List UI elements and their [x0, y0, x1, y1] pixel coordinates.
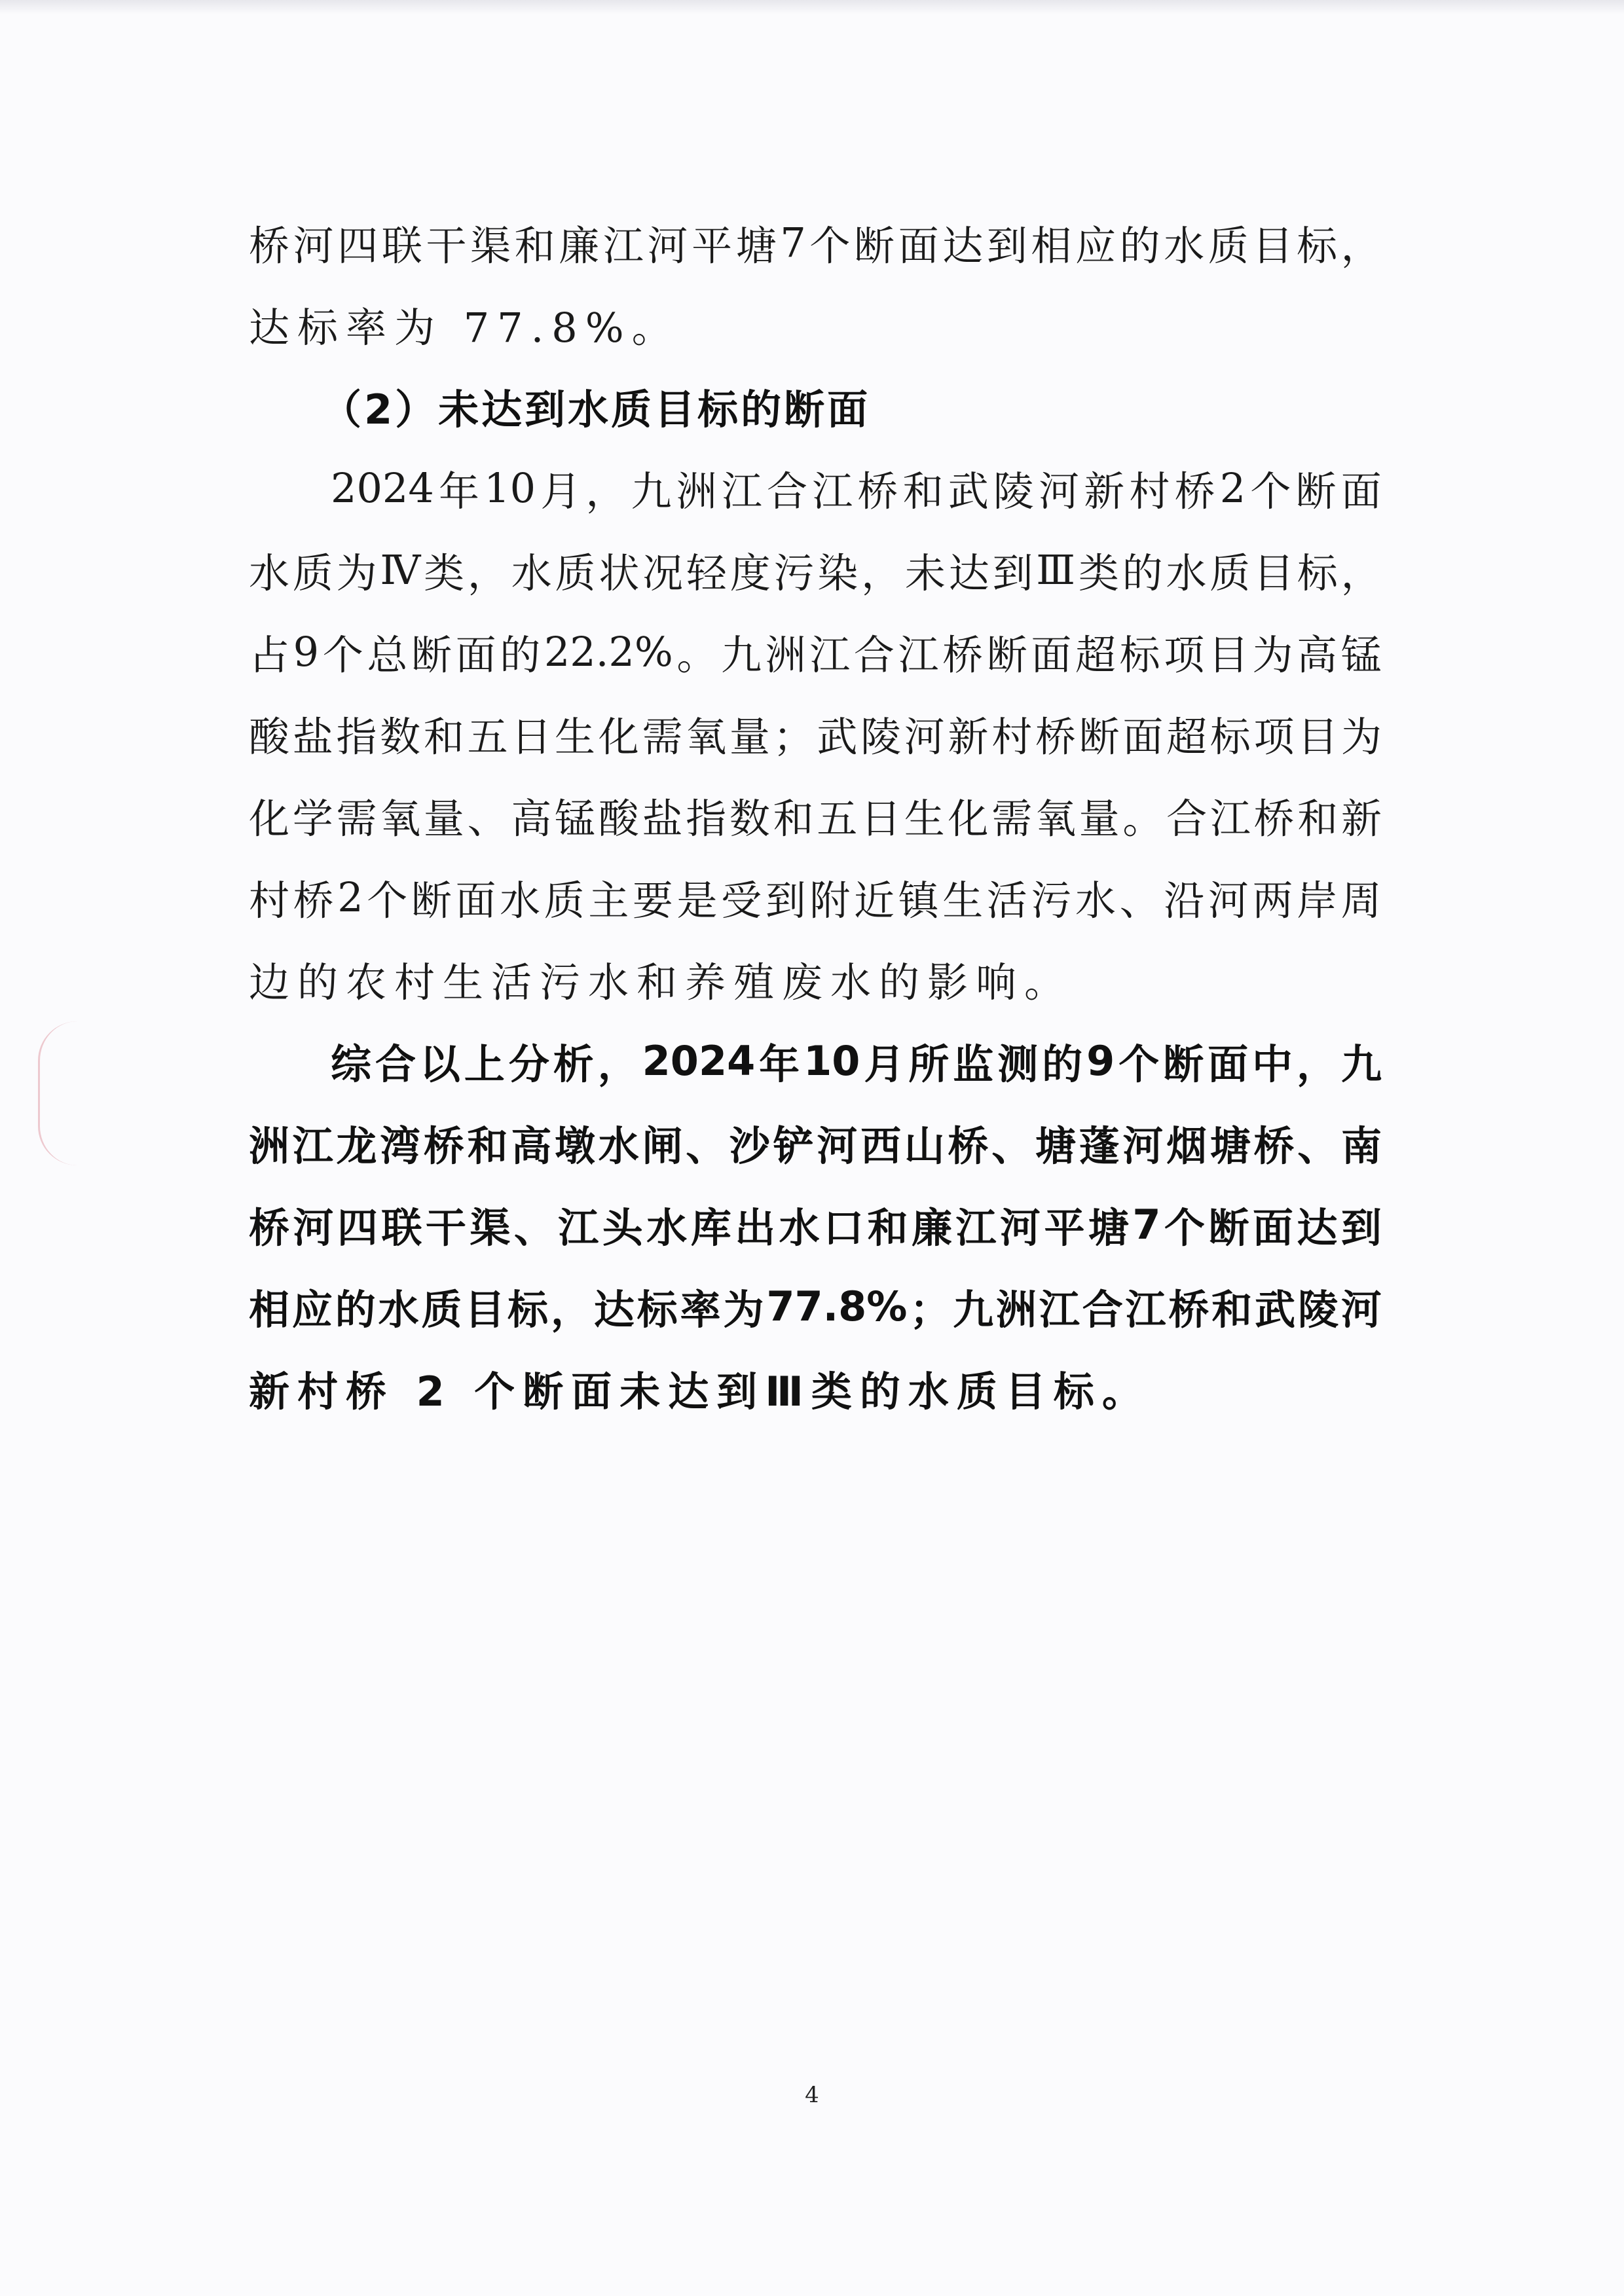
section-heading-2: （2）未达到水质目标的断面 — [321, 385, 871, 433]
paragraph-2-line-7: 边的农村生活污水和养殖废水的影响。 — [249, 958, 1073, 1006]
summary-line-2: 洲 江 龙 湾 桥 和 高 墩 水 闸 、 沙 铲 河 西 山 桥 、 塘 蓬 河 烟 塘 桥 、 南 — [249, 1121, 1382, 1170]
summary-line-3: 桥 河 四 联 干 渠 、 江 头 水 库 出 水 口 和 廉 江 河 平 塘 7 个 断 面 达 到 — [249, 1200, 1382, 1252]
paragraph-2-line-4: 酸 盐 指 数 和 五 日 生 化 需 氧 量 ； 武 陵 河 新 村 桥 断 面 超 标 项 目 为 — [249, 712, 1382, 761]
paragraph-1-line-1: 桥 河 四 联 干 渠 和 廉 江 河 平 塘 7 个 断 面 达 到 相 应 的 水 质 目 标 ， — [249, 218, 1382, 270]
summary-line-4: 相 应 的 水 质 目 标 ， 达 标 率 为 77.8% ； 九 洲 江 合 江 桥 和 武 陵 河 — [249, 1282, 1382, 1334]
margin-stamp-mark — [38, 1021, 79, 1165]
summary-line-5: 新村桥 2 个断面未达到Ⅲ类的水质目标。 — [249, 1367, 1151, 1415]
paragraph-2-line-2: 水 质 为 Ⅳ 类 ， 水 质 状 况 轻 度 污 染 ， 未 达 到 Ⅲ 类 的 水 质 目 标 ， — [249, 545, 1382, 597]
summary-line-1: 综 合 以 上 分 析 ， 2024 年 10 月 所 监 测 的 9 个 断 面 中 ， 九 — [331, 1036, 1382, 1088]
page-number: 4 — [805, 2082, 819, 2108]
scan-edge-shadow — [0, 0, 1624, 14]
paragraph-2-line-1: 2024 年 10 月 ， 九 洲 江 合 江 桥 和 武 陵 河 新 村 桥 2 个 断 面 — [331, 464, 1382, 515]
paragraph-1-line-2: 达标率为 77.8%。 — [249, 303, 680, 352]
paragraph-2-line-5: 化 学 需 氧 量 、 高 锰 酸 盐 指 数 和 五 日 生 化 需 氧 量 。 合 江 桥 和 新 — [249, 794, 1382, 843]
paragraph-2-line-6: 村 桥 2 个 断 面 水 质 主 要 是 受 到 附 近 镇 生 活 污 水 、 沿 河 两 岸 周 — [249, 873, 1382, 924]
paragraph-2-line-3: 占 9 个 总 断 面 的 22.2% 。 九 洲 江 合 江 桥 断 面 超 标 项 目 为 高 锰 — [249, 627, 1382, 679]
